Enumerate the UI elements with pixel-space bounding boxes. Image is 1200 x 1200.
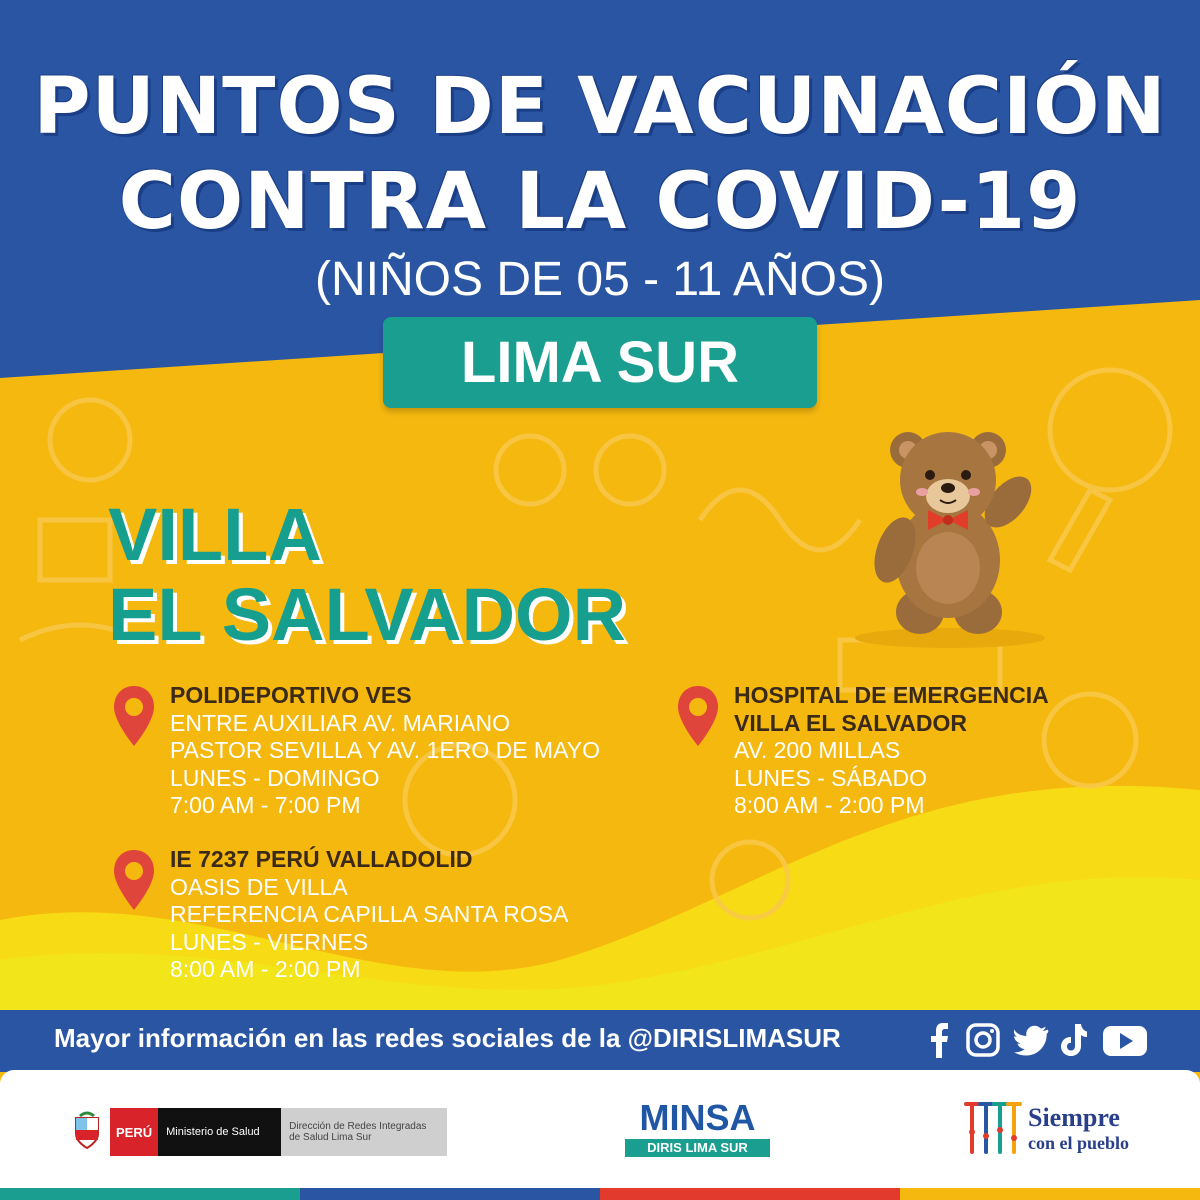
- footer-info-text: Mayor información en las redes sociales de la @DIRISLIMASUR: [54, 1023, 841, 1053]
- location-address-line: REFERENCIA CAPILLA SANTA ROSA: [170, 901, 569, 927]
- region-badge: [383, 317, 817, 408]
- stripe-blue: [300, 1188, 600, 1200]
- ministerio-label: Ministerio de Salud: [158, 1108, 281, 1156]
- map-pin-icon: [676, 684, 720, 748]
- slogan-line-2: con el pueblo: [1028, 1133, 1130, 1153]
- stripe-red: [600, 1188, 900, 1200]
- location-hours: 8:00 AM - 2:00 PM: [734, 792, 925, 818]
- location-days: LUNES - VIERNES: [170, 928, 369, 955]
- location-name: HOSPITAL DE EMERGENCIA: [734, 682, 1049, 708]
- location-days: LUNES - SÁBADO: [734, 764, 927, 791]
- minsa-subtitle: DIRIS LIMA SUR: [625, 1139, 770, 1157]
- location-hours: 7:00 AM - 7:00 PM: [170, 792, 361, 818]
- stripe-teal: [0, 1188, 300, 1200]
- stripe-yellow: [900, 1188, 1200, 1200]
- location-name: IE 7237 PERÚ VALLADOLID: [170, 846, 473, 872]
- minsa-logo: [625, 1098, 770, 1157]
- twitter-icon[interactable]: [1014, 1022, 1050, 1058]
- tiktok-icon[interactable]: [1060, 1022, 1088, 1058]
- location-hours: 8:00 AM - 2:00 PM: [170, 956, 361, 982]
- peru-coat-of-arms-icon: [70, 1108, 104, 1156]
- title-line-2: CONTRA LA COVID-19: [118, 157, 1082, 247]
- peru-label: PERÚ: [110, 1108, 158, 1156]
- district-line-1: VILLA: [108, 493, 322, 576]
- direccion-label: Dirección de Redes Integradas de Salud Lima Sur: [281, 1108, 447, 1156]
- instagram-icon[interactable]: [966, 1022, 1000, 1058]
- district-line-2: EL SALVADOR: [108, 573, 627, 656]
- location-address-line: PASTOR SEVILLA Y AV. 1ERO DE MAYO: [170, 737, 600, 763]
- slogan-line-1: Siempre: [1028, 1103, 1120, 1132]
- location-days: LUNES - DOMINGO: [170, 764, 380, 791]
- location-address-line: ENTRE AUXILIAR AV. MARIANO: [170, 709, 510, 736]
- youtube-icon[interactable]: [1102, 1022, 1148, 1058]
- title-line-1: PUNTOS DE VACUNACIÓN: [33, 62, 1167, 152]
- government-logo: [70, 1108, 447, 1156]
- location-address-line: AV. 200 MILLAS: [734, 737, 901, 763]
- location-name: POLIDEPORTIVO VES: [170, 682, 412, 708]
- region-label: LIMA SUR: [460, 330, 740, 395]
- facebook-icon[interactable]: [928, 1022, 950, 1058]
- map-pin-icon: [112, 684, 156, 748]
- subtitle: (NIÑOS DE 05 - 11 AÑOS): [315, 253, 885, 306]
- minsa-title: MINSA: [639, 1097, 756, 1138]
- location-name: VILLA EL SALVADOR: [734, 709, 967, 736]
- location-address-line: OASIS DE VILLA: [170, 873, 348, 900]
- slogan-figures-icon: [962, 1098, 1026, 1158]
- teddy-bear-illustration: [850, 420, 1050, 650]
- slogan: [1028, 1104, 1129, 1154]
- map-pin-icon: [112, 848, 156, 912]
